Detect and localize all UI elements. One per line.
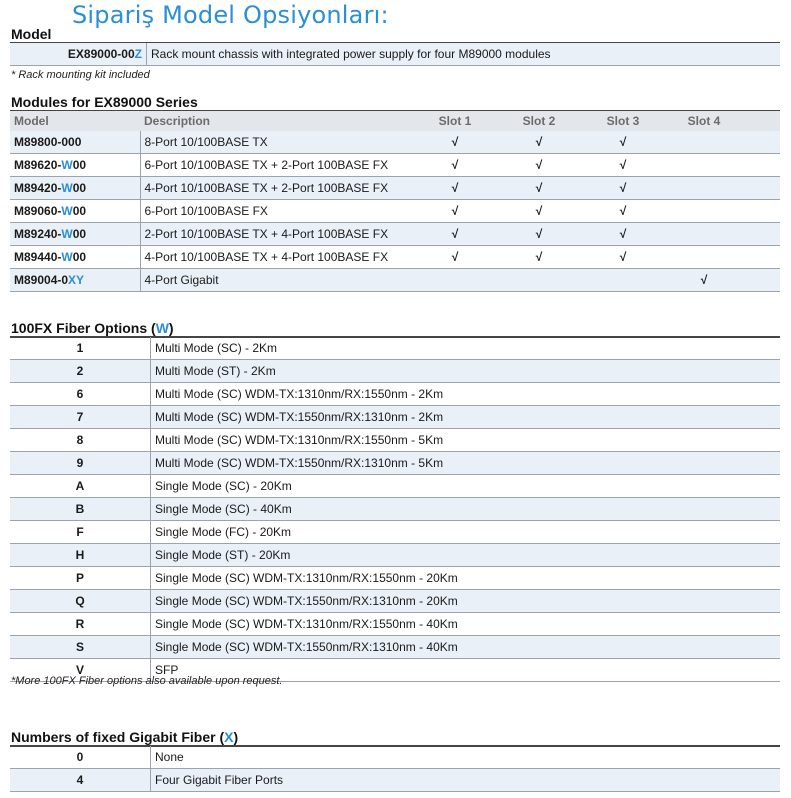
option-description: SFP — [151, 659, 781, 682]
module-code: M89240-W00 — [14, 227, 87, 241]
module-description: 4-Port 10/100BASE TX + 2-Port 100BASE FX — [140, 177, 413, 200]
col-model: Model — [14, 114, 49, 128]
col-description: Description — [144, 114, 211, 128]
col-slot1: Slot 1 — [438, 114, 472, 128]
slot3-check: √ — [619, 135, 627, 149]
option-description: Four Gigabit Fiber Ports — [151, 769, 781, 792]
module-description: 2-Port 10/100BASE TX + 4-Port 100BASE FX — [140, 223, 413, 246]
module-description: 6-Port 10/100BASE TX + 2-Port 100BASE FX — [140, 154, 413, 177]
option-code: F — [76, 525, 84, 539]
fiber-option-row — [10, 613, 780, 636]
slot1-check: √ — [451, 135, 459, 149]
option-description: Single Mode (FC) - 20Km — [151, 521, 781, 544]
option-description: Single Mode (SC) WDM-TX:1550nm/RX:1310nm - 40Km — [151, 636, 781, 659]
module-code: M89440-W00 — [14, 250, 87, 264]
module-description: 4-Port 10/100BASE TX + 4-Port 100BASE FX — [140, 246, 413, 269]
gigabit-option-row — [10, 746, 780, 769]
model-description: Rack mount chassis with integrated power supply for four M89000 modules — [147, 43, 781, 66]
option-description: Multi Mode (SC) WDM-TX:1550nm/RX:1310nm - 2Km — [151, 406, 781, 429]
slot3-check: √ — [619, 250, 627, 264]
option-code: 1 — [76, 341, 84, 355]
slot1-check: √ — [451, 158, 459, 172]
module-code: M89060-W00 — [14, 204, 87, 218]
fiber-option-row — [10, 498, 780, 521]
option-description: Single Mode (SC) WDM-TX:1550nm/RX:1310nm - 20Km — [151, 590, 781, 613]
model-table — [10, 43, 780, 66]
module-description: 4-Port Gigabit — [140, 269, 413, 292]
option-description: Single Mode (SC) - 40Km — [151, 498, 781, 521]
col-slot4: Slot 4 — [687, 114, 721, 128]
slot2-check: √ — [535, 181, 543, 195]
option-code: H — [75, 548, 85, 562]
fiber-option-row — [10, 360, 780, 383]
option-code: V — [75, 663, 84, 677]
fiber-option-row — [10, 429, 780, 452]
option-code: Q — [75, 594, 85, 608]
slot4-check: √ — [700, 273, 708, 287]
option-description: Multi Mode (SC) WDM-TX:1310nm/RX:1550nm - 5Km — [151, 429, 781, 452]
option-description: Multi Mode (SC) WDM-TX:1310nm/RX:1550nm - 2Km — [151, 383, 781, 406]
fiber-option-row — [10, 452, 780, 475]
slot3-check — [581, 269, 665, 292]
option-code: P — [75, 571, 84, 585]
fiber-heading: 100FX Fiber Options (W) — [11, 320, 174, 336]
option-code: B — [75, 502, 85, 516]
slot1-check: √ — [451, 204, 459, 218]
slot1-check: √ — [451, 181, 459, 195]
model-heading: Model — [11, 26, 52, 42]
gigabit-table — [10, 746, 780, 792]
module-code: M89620-W00 — [14, 158, 87, 172]
modules-header-row — [10, 111, 780, 131]
page-title: Sipariş Model Opsiyonları: — [72, 1, 389, 29]
slot3-check: √ — [619, 181, 627, 195]
gigabit-heading: Numbers of fixed Gigabit Fiber (X) — [11, 729, 239, 745]
module-code: M89800-000 — [14, 135, 82, 149]
option-code: A — [75, 479, 85, 493]
fiber-option-row — [10, 590, 780, 613]
fiber-table — [10, 337, 780, 682]
slot3-check: √ — [619, 227, 627, 241]
slot3-check: √ — [619, 158, 627, 172]
slot1-check — [413, 269, 497, 292]
model-note: * Rack mounting kit included — [11, 69, 150, 81]
option-description: Multi Mode (ST) - 2Km — [151, 360, 781, 383]
gigabit-option-row — [10, 769, 780, 792]
option-code: 7 — [76, 410, 84, 424]
fiber-option-row — [10, 567, 780, 590]
slot2-check: √ — [535, 158, 543, 172]
module-row — [10, 131, 780, 154]
slot4-check — [665, 131, 743, 154]
slot1-check: √ — [451, 250, 459, 264]
option-description: Multi Mode (SC) WDM-TX:1550nm/RX:1310nm - 5Km — [151, 452, 781, 475]
option-code: S — [75, 640, 84, 654]
option-code: 4 — [76, 773, 84, 787]
modules-table — [10, 111, 780, 292]
option-description: None — [151, 746, 781, 769]
module-row — [10, 269, 780, 292]
fiber-option-row — [10, 337, 780, 360]
option-description: Single Mode (ST) - 20Km — [151, 544, 781, 567]
slot1-check: √ — [451, 227, 459, 241]
module-row — [10, 200, 780, 223]
slot4-check — [665, 154, 743, 177]
option-code: 6 — [76, 387, 84, 401]
slot2-check: √ — [535, 250, 543, 264]
option-code: 2 — [76, 364, 84, 378]
slot4-check — [665, 246, 743, 269]
fiber-option-row — [10, 521, 780, 544]
module-description: 6-Port 10/100BASE FX — [140, 200, 413, 223]
fiber-option-row — [10, 383, 780, 406]
option-code: 0 — [76, 750, 84, 764]
module-code: M89420-W00 — [14, 181, 87, 195]
slot4-check — [665, 223, 743, 246]
model-code: EX89000-00Z — [67, 47, 142, 61]
option-description: Single Mode (SC) WDM-TX:1310nm/RX:1550nm - 20Km — [151, 567, 781, 590]
module-row — [10, 177, 780, 200]
option-code: 9 — [76, 456, 84, 470]
module-row — [10, 223, 780, 246]
slot2-check — [497, 269, 581, 292]
modules-heading: Modules for EX89000 Series — [11, 94, 198, 110]
col-slot2: Slot 2 — [522, 114, 556, 128]
slot2-check: √ — [535, 227, 543, 241]
option-description: Single Mode (SC) - 20Km — [151, 475, 781, 498]
model-row — [10, 43, 780, 66]
module-row — [10, 246, 780, 269]
slot2-check: √ — [535, 135, 543, 149]
slot4-check — [665, 177, 743, 200]
option-description: Single Mode (SC) WDM-TX:1310nm/RX:1550nm - 40Km — [151, 613, 781, 636]
fiber-option-row — [10, 475, 780, 498]
fiber-option-row — [10, 544, 780, 567]
col-slot3: Slot 3 — [606, 114, 640, 128]
fiber-option-row — [10, 636, 780, 659]
fiber-note: *More 100FX Fiber options also available upon request. — [11, 675, 283, 687]
slot2-check: √ — [535, 204, 543, 218]
slot3-check: √ — [619, 204, 627, 218]
option-code: R — [75, 617, 85, 631]
module-row — [10, 154, 780, 177]
module-code: M89004-0XY — [14, 273, 85, 287]
slot4-check — [665, 200, 743, 223]
option-code: 8 — [76, 433, 84, 447]
option-description: Multi Mode (SC) - 2Km — [151, 337, 781, 360]
fiber-option-row — [10, 406, 780, 429]
module-description: 8-Port 10/100BASE TX — [140, 131, 413, 154]
